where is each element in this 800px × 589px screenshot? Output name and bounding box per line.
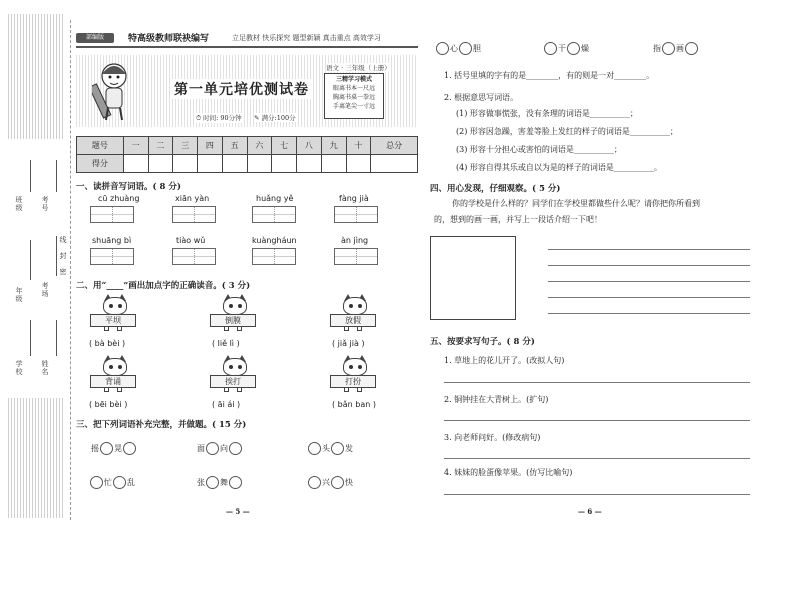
pinyin-label: shuāng bì [92,236,132,245]
pinyin-label: fàng jià [339,194,369,203]
margin-seal-3: 线 [59,236,67,244]
blank-circle[interactable] [685,42,698,55]
sentence-task-3: 3. 向老师问好。(修改病句) [444,433,541,442]
brand-tagline: 立足教材 快乐探究 题型新颖 真击重点 高效学习 [232,34,381,42]
fill-word[interactable] [90,442,136,455]
score-header-cell: 三 [173,137,198,155]
question-3-1: 1. 括号里填的字有的是________，有的则是一对________。 [444,71,655,80]
score-cell[interactable] [346,155,371,173]
reading-options[interactable]: ( bǎn ban ) [332,400,376,409]
score-table-row [77,155,418,173]
cat-sign-item [90,358,136,392]
section-5-title: 五、按要求写句子。( 8 分) [430,337,535,347]
section-4-text-1: 你的学校是什么样的？同学们在学校里都做些什么呢？请你把你所看到 [452,199,700,208]
question-3-2: 2. 根据意思写词语。 [444,93,519,102]
score-header-cell: 八 [297,137,322,155]
word-card: 打扮 [330,375,376,388]
blank-circle[interactable] [206,476,219,489]
pinyin-label: huǎng yě [256,194,294,203]
score-cell[interactable] [371,155,418,173]
fill-word[interactable] [196,442,242,455]
fill-word[interactable] [90,476,136,489]
cat-sign-item [90,297,136,331]
reading-options[interactable]: ( bà bèi ) [89,339,126,348]
score-cell[interactable] [148,155,173,173]
sentence-task-2: 2. 铜钟挂在大青树上。(扩句) [444,395,549,404]
score-row-label: 得分 [77,155,124,173]
time-label [196,113,242,123]
score-header-cell: 题号 [77,137,124,155]
page-number-right: — 6 — [578,507,602,516]
fill-word[interactable] [436,42,482,55]
pinyin-label: kuàngháun [252,236,297,245]
cat-sign-item [210,297,256,331]
motto-line-2: 胸离书桌一拳远 [332,94,375,101]
drawing-box[interactable] [430,236,516,320]
score-cell[interactable] [321,155,346,173]
reading-options[interactable]: ( āi ái ) [212,400,241,409]
reading-options[interactable]: ( liě lì ) [212,339,240,348]
margin-line-class [30,160,31,192]
blank-circle[interactable] [331,476,344,489]
question-3-2-sub-4: (4) 形容自得其乐或自以为是的样子的词语是__________。 [456,163,662,172]
margin-line-name [56,320,57,356]
margin-hatch-bottom [8,398,64,518]
score-header-cell: 四 [198,137,223,155]
cat-sign-item [330,358,376,392]
word-card: 背诵 [90,375,136,388]
fill-word[interactable] [308,476,354,489]
blank-circle[interactable] [90,476,103,489]
word-char: 头 [322,444,330,453]
word-char: 燥 [581,44,589,53]
word-char: 干 [558,44,566,53]
word-char: 指 [653,44,661,53]
margin-label-school: 学校 [15,360,23,376]
answer-grid[interactable] [90,206,134,223]
word-char: 舞 [220,478,228,487]
word-char: 快 [345,478,353,487]
score-cell[interactable] [173,155,198,173]
motto-line-1: 眼离书本一尺远 [332,85,375,92]
word-char: 胆 [473,44,481,53]
word-char: 摇 [91,444,99,453]
word-card: 平坝 [90,314,136,327]
page-number-left: — 5 — [226,507,250,516]
pinyin-label: xiān yàn [175,194,210,203]
margin-label-class: 班级 [15,196,23,212]
blank-circle[interactable] [308,442,321,455]
answer-grid[interactable] [252,248,296,265]
score-cell[interactable] [198,155,223,173]
answer-line[interactable] [444,458,750,459]
writing-line[interactable] [548,297,750,298]
score-header-cell: 总分 [371,137,418,155]
motto-line-3: 手离笔尖一寸远 [332,103,375,110]
sentence-task-4: 4. 妹妹的脸蛋像苹果。(仿写比喻句) [444,468,573,477]
score-header-cell: 十 [346,137,371,155]
time-text: 时间: 90分钟 [203,114,242,122]
question-3-2-sub-2: (2) 形容因急躁，害羞等脸上发红的样子的词语是__________； [456,127,678,136]
word-char: 面 [197,444,205,453]
clock-icon: ⏱ [196,114,202,122]
margin-hatch-top [8,14,64,139]
fill-word[interactable] [196,476,242,489]
score-cell[interactable] [123,155,148,173]
motto-title: 三精学习模式 [335,76,372,83]
blank-circle[interactable] [331,442,344,455]
word-card: 挨打 [210,375,256,388]
mascot-illustration [92,60,136,122]
writing-line[interactable] [548,249,750,250]
fill-word[interactable] [544,42,590,55]
score-table [76,136,418,173]
brand-title: 特高级教师联袂编写 [128,34,210,44]
score-cell[interactable] [272,155,297,173]
writing-line[interactable] [548,313,750,314]
reading-options[interactable]: ( jiǎ jià ) [332,339,365,348]
margin-label-exam-number: 考号 [41,196,49,212]
word-char: 发 [345,444,353,453]
header-rule [76,46,418,48]
margin-line-exam-room [56,236,57,276]
answer-line[interactable] [444,382,750,383]
margin-line-grade [30,240,31,280]
blank-circle[interactable] [662,42,675,55]
word-char: 忙 [104,478,112,487]
word-char: 向 [220,444,228,453]
answer-line[interactable] [444,494,750,495]
answer-line[interactable] [444,420,750,421]
score-header-cell: 六 [247,137,272,155]
margin-line-exam-number [56,160,57,192]
writing-line[interactable] [548,281,750,282]
subject-label: 语文 · 三年级（上册） [326,64,391,72]
answer-grid[interactable] [334,248,378,265]
margin-line-school [30,320,31,356]
page-title: 第一单元培优测试卷 [172,79,311,99]
margin-seal-2: 封 [59,252,67,260]
blank-circle[interactable] [436,42,449,55]
section-4-title: 四、用心发现，仔细观察。( 5 分) [430,184,561,194]
score-label [254,113,296,122]
answer-grid[interactable] [334,206,378,223]
reading-options[interactable]: ( bēi bèi ) [89,400,128,409]
fill-word[interactable] [652,42,698,55]
margin-label-name: 姓名 [41,360,49,376]
writing-line[interactable] [548,265,750,266]
score-header-cell: 七 [272,137,297,155]
score-header-cell: 二 [148,137,173,155]
section-2-title: 二、用“____”画出加点字的正确读音。( 3 分) [76,281,251,291]
margin-label-exam-room: 考场 [41,282,49,298]
blank-circle[interactable] [113,476,126,489]
score-cell[interactable] [297,155,322,173]
pen-icon: ✎ [254,114,260,122]
answer-grid[interactable] [172,248,216,265]
word-char: 张 [197,478,205,487]
blank-circle[interactable] [567,42,580,55]
score-header-cell: 五 [222,137,247,155]
score-header-cell: 一 [123,137,148,155]
answer-grid[interactable] [90,248,134,265]
score-header-cell: 九 [321,137,346,155]
question-3-2-sub-1: (1) 形容做事慌张，没有条理的词语是__________； [456,109,638,118]
pinyin-label: àn jìng [341,236,369,245]
fill-word[interactable] [308,442,354,455]
margin-seal-1: 密 [59,268,67,276]
blank-circle[interactable] [459,42,472,55]
section-4-text-2: 的，想到的画一画，并写上一段话介绍一下吧！ [434,215,602,224]
pinyin-label: tiào wǔ [176,236,206,245]
blank-circle[interactable] [100,442,113,455]
blank-circle[interactable] [206,442,219,455]
blank-circle[interactable] [229,442,242,455]
cat-sign-item [210,358,256,392]
blank-circle[interactable] [308,476,321,489]
word-char: 乱 [127,478,135,487]
question-3-2-sub-3: (3) 形容十分担心或害怕的词语是__________； [456,145,622,154]
score-table-header-row [77,137,418,155]
score-text: 满分:100分 [261,114,296,122]
section-1-title: 一、读拼音写词语。( 8 分) [76,182,181,192]
binding-line [70,20,71,520]
word-char: 画 [676,44,684,53]
score-cell[interactable] [222,155,247,173]
pinyin-label: cū zhuàng [98,194,140,203]
word-card: 放假 [330,314,376,327]
section-3-title: 三、把下列词语补充完整，并做题。( 15 分) [76,420,247,430]
study-motto-box [324,73,384,119]
word-char: 晃 [114,444,122,453]
blank-circle[interactable] [544,42,557,55]
score-cell[interactable] [247,155,272,173]
answer-grid[interactable] [172,206,216,223]
sentence-task-1: 1. 草地上的花儿开了。(改拟人句) [444,356,565,365]
margin-label-grade: 年级 [15,287,23,303]
word-card: 倒膜 [210,314,256,327]
word-char: 心 [450,44,458,53]
cat-sign-item [330,297,376,331]
word-char: 兴 [322,478,330,487]
edition-badge: 部编版 [76,33,114,43]
blank-circle[interactable] [123,442,136,455]
blank-circle[interactable] [229,476,242,489]
answer-grid[interactable] [252,206,296,223]
